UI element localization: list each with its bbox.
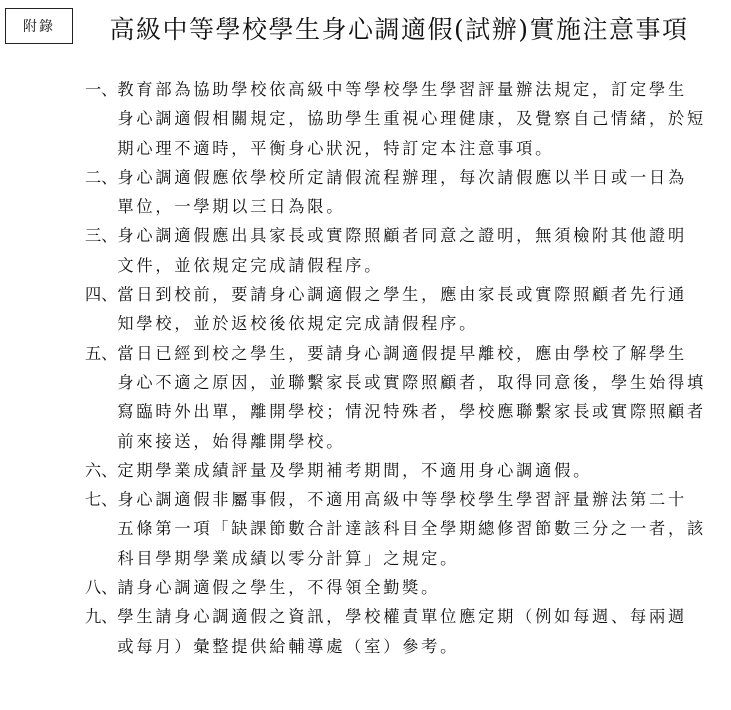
item-number: 九、 [85, 607, 118, 627]
item-text [117, 339, 706, 456]
item-text [117, 456, 695, 485]
regulation-item [85, 602, 695, 661]
item-text [117, 602, 695, 661]
item-text-line: 期心理不適時，平衡身心狀況，特訂定本注意事項。 [117, 138, 555, 158]
item-text [117, 163, 695, 222]
item-text [117, 485, 706, 573]
item-number: 四、 [85, 285, 118, 305]
item-text-line: 知學校，並於返校後依規定完成請假程序。 [117, 314, 479, 334]
item-text-line: 教育部為協助學校依高級中等學校學生學習評量辦法規定，訂定學生 [117, 80, 687, 99]
item-text-line: 單位，一學期以三日為限。 [117, 197, 346, 217]
annex-label: 附錄 [5, 8, 73, 44]
item-text-line: 寫臨時外出單，離開學校；情況特殊者，學校應聯繫家長或實際照顧者 [117, 402, 706, 422]
item-text-line: 五條第一項「缺課節數合計達該科目全學期總修習節數三分之一者，該 [117, 519, 706, 539]
item-text-line: 身心調適假非屬事假，不適用高級中等學校學生學習評量辦法第二十 [117, 490, 687, 510]
item-text-line: 文件，並依規定完成請假程序。 [117, 255, 384, 275]
item-number: 二、 [85, 167, 118, 187]
item-text-line: 當日已經到校之學生，要請身心調適假提早離校，應由學校了解學生 [117, 343, 687, 363]
item-text-line: 前來接送，始得離開學校。 [117, 431, 346, 451]
item-text-line: 定期學業成績評量及學期補考期間，不適用身心調適假。 [117, 460, 593, 480]
regulation-item [85, 456, 695, 485]
item-text-line: 當日到校前，要請身心調適假之學生，應由家長或實際照顧者先行通 [117, 285, 687, 305]
regulation-item [85, 573, 695, 602]
item-text-line: 科目學期學業成績以零分計算」之規定。 [117, 548, 460, 568]
item-text-line: 學生請身心調適假之資訊，學校權責單位應定期（例如每週、每兩週 [117, 607, 687, 627]
item-text [117, 75, 706, 163]
item-text-line: 請身心調適假之學生，不得領全勤獎。 [117, 578, 441, 598]
item-text [117, 221, 695, 280]
item-text-line: 身心調適假應依學校所定請假流程辦理，每次請假應以半日或一日為 [117, 167, 687, 187]
regulation-item [85, 221, 695, 280]
regulation-item [85, 339, 706, 456]
item-number: 一、 [85, 80, 118, 99]
item-number: 五、 [85, 343, 118, 363]
regulation-item [85, 280, 695, 339]
item-number: 八、 [85, 578, 118, 598]
item-text [117, 280, 695, 339]
item-text-line: 身心調適假應出具家長或實際照顧者同意之證明，無須檢附其他證明 [117, 226, 687, 246]
regulation-item [85, 485, 706, 573]
page-title: 高級中等學校學生身心調適假(試辦)實施注意事項 [109, 15, 689, 44]
item-text-line: 身心調適假相關規定，協助學生重視心理健康，及覺察自己情緒，於短 [117, 109, 706, 129]
item-text-line: 或每月）彙整提供給輔導處（室）參考。 [117, 636, 460, 656]
item-text [117, 573, 695, 602]
regulation-item [85, 75, 706, 163]
item-number: 七、 [85, 490, 118, 510]
item-number: 六、 [85, 460, 118, 480]
regulation-items-list [85, 75, 706, 661]
item-text-line: 身心不適之原因，並聯繫家長或實際照顧者，取得同意後，學生始得填 [117, 372, 706, 392]
regulation-item [85, 163, 695, 222]
item-number: 三、 [85, 226, 118, 246]
